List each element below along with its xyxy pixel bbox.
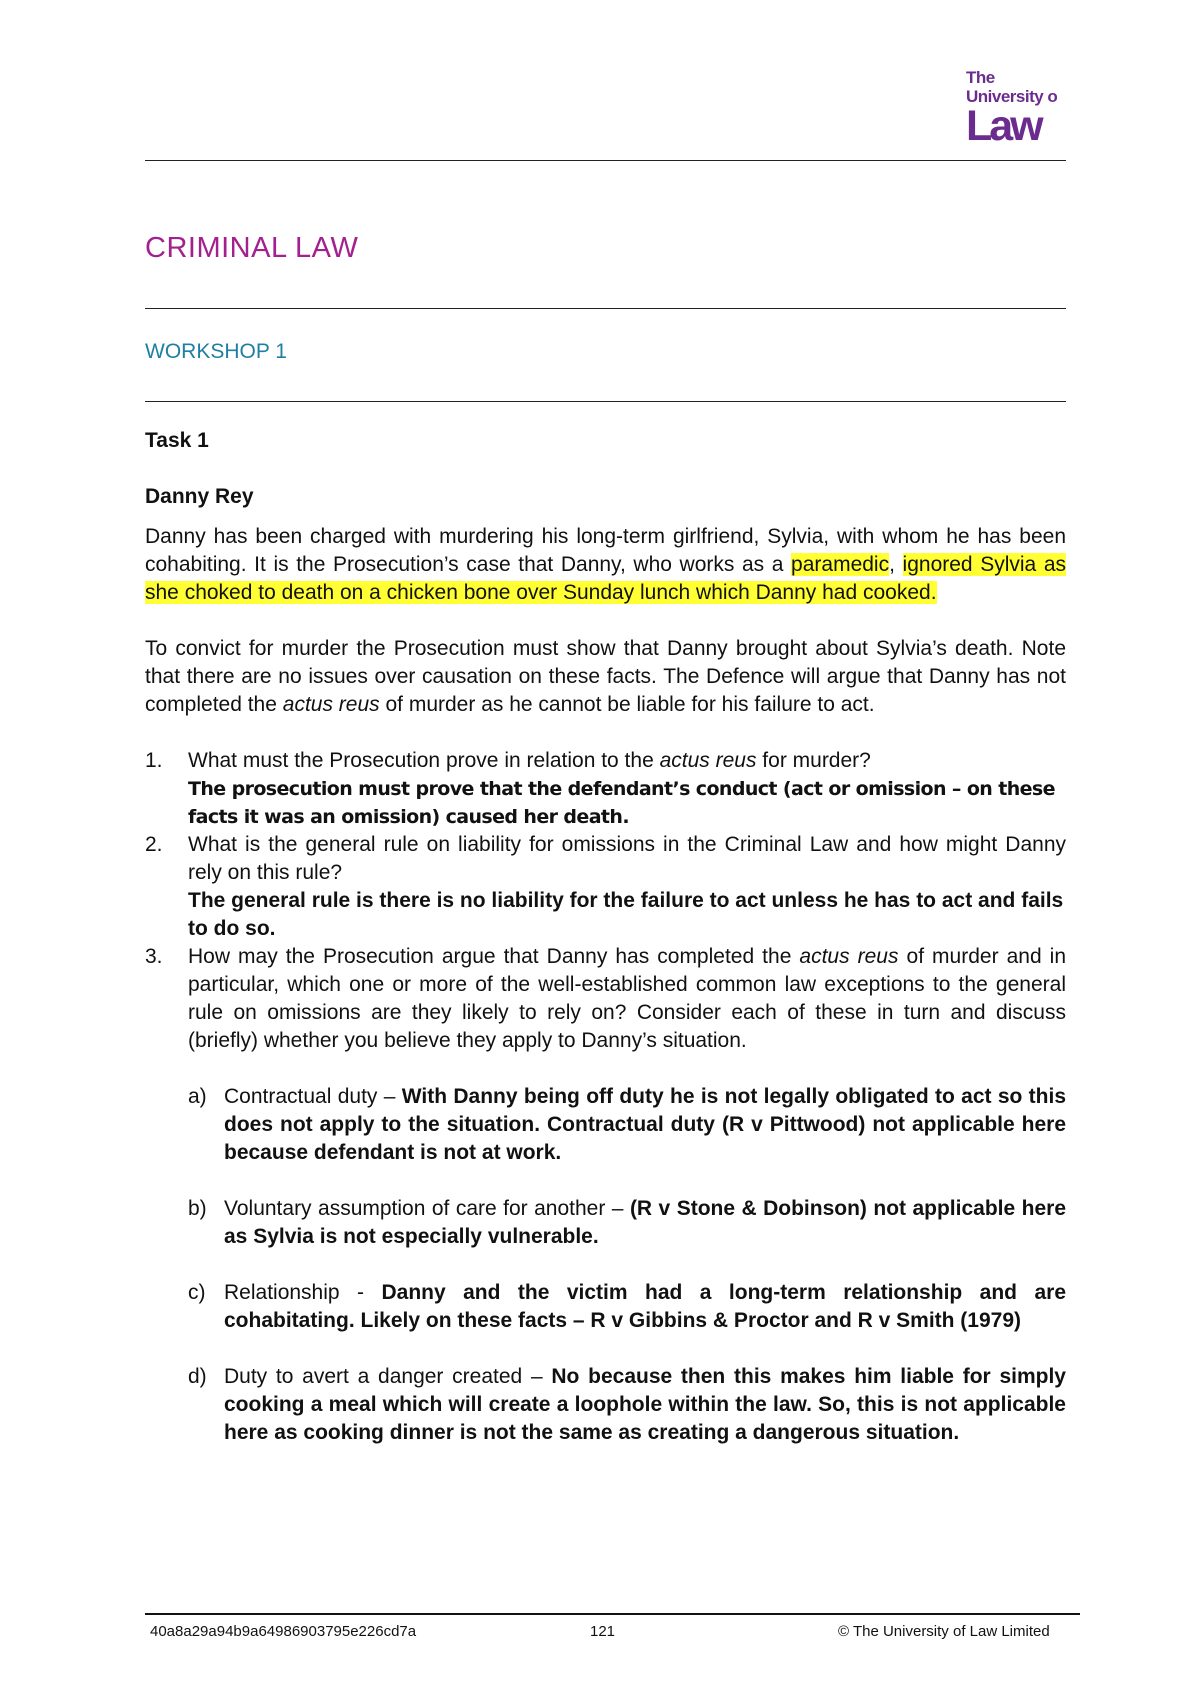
subitem-letter: d) <box>188 1365 207 1388</box>
intro-comma: , <box>889 553 903 576</box>
subitem-letter: a) <box>188 1085 207 1108</box>
actus-reus-term: actus reus <box>659 749 757 772</box>
subitem-label: Contractual duty – <box>224 1085 402 1108</box>
subitem-answer: With Danny being off duty he is not legally obligated to act so this does not apply to the situation. Contractual duty (R v Pittwood) not applicable here because defendant is not at work. <box>224 1085 1067 1164</box>
logo-line-university: University o <box>966 87 1058 106</box>
exception-duty-to-avert-danger <box>145 1363 1066 1447</box>
question-text <box>188 943 1066 1055</box>
task-heading: Task 1 <box>145 429 209 452</box>
subitem-answer: No because then this makes him liable for simply cooking a meal which will create a loophole within the law. So, this is not applicable here as cooking dinner is not the same as creating a dangerous situation. <box>224 1365 1066 1444</box>
subitem-text <box>224 1083 1066 1167</box>
actus-reus-term: actus reus <box>799 945 899 968</box>
question-text-part: of murder and in particular, which one or more of the well-established common law exceptions to the general rule on omissions are they likely to rely on? Consider each of these in turn and discuss (briefly) whether you believe they apply to Danny’s situation. <box>188 945 1066 1052</box>
conviction-text: To convict for murder the Prosecution must show that Danny brought about Sylvia’s death. Note that there are no issues over causation on these facts. The Defence will argue that Danny has not completed the <box>145 637 1066 716</box>
document-body <box>145 427 1066 1447</box>
answer-1: The prosecution must prove that the defendant’s conduct (act or omission – on these facts it was an omission) caused her death. <box>188 778 1055 828</box>
footer-page-number: 121 <box>590 1623 616 1640</box>
question-text: What is the general rule on liability for omissions in the Criminal Law and how might Danny rely on this rule? <box>188 833 1066 884</box>
exception-relationship <box>145 1279 1066 1335</box>
page-title: CRIMINAL LAW <box>145 232 359 264</box>
subitem-label: Voluntary assumption of care for another – <box>224 1197 630 1220</box>
intro-paragraph <box>145 523 1066 607</box>
question-number: 2. <box>145 833 163 856</box>
question-text-part: How may the Prosecution argue that Danny has completed the <box>188 945 800 968</box>
subitem-text <box>224 1195 1066 1251</box>
question-text <box>188 747 1066 775</box>
subitem-text <box>224 1279 1066 1335</box>
subitem-text <box>224 1363 1066 1447</box>
question-1 <box>145 747 1066 831</box>
subitem-label: Relationship - <box>224 1281 382 1304</box>
answer-2: The general rule is there is no liability for the failure to act unless he has to act and fails to do so. <box>188 889 1064 940</box>
question-number: 3. <box>145 945 163 968</box>
intro-text: Danny has been charged with murdering his long-term girlfriend, Sylvia, with whom he has been cohabiting. It is the Prosecution’s case that Danny, who works as a <box>145 525 1066 576</box>
highlight-paramedic: paramedic <box>791 553 890 576</box>
divider-title <box>145 308 1066 309</box>
question-2 <box>145 831 1066 943</box>
question-number: 1. <box>145 749 163 772</box>
actus-reus-term: actus reus <box>282 693 380 716</box>
footer-copyright: © The University of Law Limited <box>838 1623 1050 1640</box>
conviction-text-end: of murder as he cannot be liable for his failure to act. <box>379 693 875 716</box>
footer-divider <box>145 1613 1080 1615</box>
subitem-letter: b) <box>188 1197 207 1220</box>
case-name-heading: Danny Rey <box>145 485 254 508</box>
footer-document-id: 40a8a29a94b9a64986903795e226cd7a <box>150 1623 417 1640</box>
subitem-letter: c) <box>188 1281 206 1304</box>
exception-contractual-duty <box>145 1083 1066 1167</box>
divider-workshop <box>145 401 1066 402</box>
logo-line-law: Law <box>966 102 1041 150</box>
logo-line-the: The <box>966 68 995 87</box>
subitem-label: Duty to avert a danger created – <box>224 1365 552 1388</box>
workshop-heading: WORKSHOP 1 <box>145 340 287 363</box>
exception-voluntary-assumption <box>145 1195 1066 1251</box>
divider-top <box>145 160 1066 161</box>
subitem-answer: (R v Stone & Dobinson) not applicable here as Sylvia is not especially vulnerable. <box>224 1197 1066 1248</box>
conviction-paragraph <box>145 635 1066 719</box>
subitem-answer: Danny and the victim had a long-term relationship and are cohabitating. Likely on these facts – R v Gibbins & Proctor and R v Smith (1979) <box>224 1281 1066 1332</box>
question-3 <box>145 943 1066 1055</box>
highlight-facts: ignored Sylvia as she choked to death on a chicken bone over Sunday lunch which Danny had cooked. <box>145 553 1066 604</box>
university-of-law-logo <box>966 68 1066 150</box>
question-text-part: for murder? <box>756 749 871 772</box>
question-text-part: What must the Prosecution prove in relation to the <box>188 749 660 772</box>
